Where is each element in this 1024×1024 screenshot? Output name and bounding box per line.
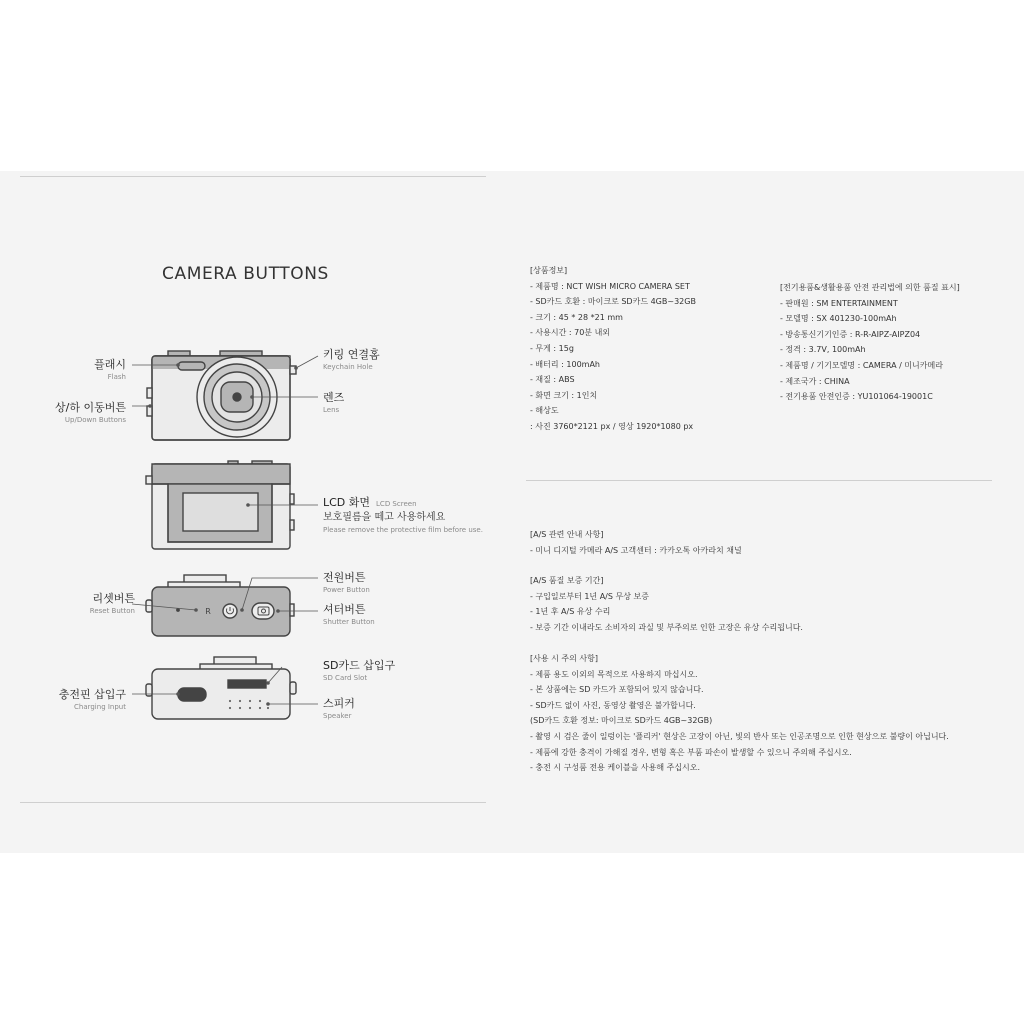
label-sd-card-slot: SD카드 삽입구 SD Card Slot (323, 659, 396, 682)
list-item: - 재질 : ABS (530, 375, 575, 385)
list-item: - 미니 디지털 카메라 A/S 고객센터 : 카카오톡 아카라치 채널 (530, 545, 742, 555)
list-item: (SD카드 호환 정보: 마이크로 SD카드 4GB~32GB) (530, 716, 713, 726)
camera-bottom-view (146, 657, 296, 719)
list-item: - 무게 : 15g (530, 343, 574, 353)
product-info-heading: [상품정보] (530, 266, 568, 275)
list-item: - 본 상품에는 SD 카드가 포함되어 있지 않습니다. (530, 685, 704, 695)
label-speaker: 스피커 Speaker (323, 697, 355, 720)
label-keychain-hole: 키링 연결홈 Keychain Hole (323, 348, 380, 371)
list-item: - 제조국가 : CHINA (780, 376, 850, 386)
list-item: - 제품명 / 기기모델명 : CAMERA / 미니카메라 (780, 360, 943, 370)
list-item: - 정격 : 3.7V, 100mAh (780, 345, 866, 355)
safety-info (780, 284, 960, 409)
label-charging-input: 충전핀 삽입구 Charging Input (58, 688, 126, 711)
list-item: - 사용시간 : 70분 내외 (530, 328, 611, 338)
list-item: - 해상도 (530, 406, 559, 416)
camera-front-view (147, 351, 296, 440)
reset-r-mark: R (205, 607, 211, 616)
as-info-heading: [A/S 관련 안내 사항] (530, 530, 604, 539)
label-lcd-screen: LCD 화면 LCD Screen 보호필름을 떼고 사용하세요 Please remove the protective film before use. (323, 496, 483, 534)
product-info (530, 267, 696, 439)
label-shutter-button: 셔터버튼 Shutter Button (323, 603, 375, 626)
list-item: - SD카드 없이 사진, 동영상 촬영은 불가합니다. (530, 700, 696, 710)
list-item: - 보증 기간 이내라도 소비자의 과실 및 부주의로 인한 고장은 유상 수리됩니다. (530, 622, 803, 632)
list-item: - 화면 크기 : 1인치 (530, 390, 598, 400)
list-item: - 1년 후 A/S 유상 수리 (530, 607, 611, 617)
warranty-heading: [A/S 품질 보증 기간] (530, 576, 604, 585)
page-title: CAMERA BUTTONS (162, 264, 329, 284)
list-item: - 방송통신기기인증 : R-R-AIPZ-AIPZ04 (780, 329, 921, 339)
list-item: - 제품명 : NCT WISH MICRO CAMERA SET (530, 281, 690, 291)
list-item: - 전기용품 안전인증 : YU101064-19001C (780, 392, 933, 402)
label-power-button: 전원버튼 Power Button (323, 571, 370, 594)
list-item: - 크기 : 45 * 28 *21 mm (530, 312, 623, 322)
list-item: - 구입일로부터 1년 A/S 무상 보증 (530, 591, 649, 601)
list-item: - 판매원 : SM ENTERTAINMENT (780, 298, 898, 308)
list-item: - 제품에 강한 충격이 가해질 경우, 변형 혹은 부품 파손이 발생할 수 있으니 주의해 주십시오. (530, 747, 852, 757)
list-item: - 촬영 시 검은 줄이 일렁이는 '플리커' 현상은 고장이 아닌, 빛의 반사 또는 인공조명으로 인한 현상으로 불량이 아닙니다. (530, 731, 949, 741)
label-updown-buttons: 상/하 이동버튼 Up/Down Buttons (55, 401, 126, 424)
list-item: - 모델명 : SX 401230-100mAh (780, 314, 897, 324)
list-item: - 충전 시 구성품 전용 케이블을 사용해 주십시오. (530, 763, 701, 773)
label-lens: 렌즈 Lens (323, 391, 345, 414)
list-item: - 배터리 : 100mAh (530, 359, 601, 369)
cautions (530, 655, 949, 780)
warranty-info (530, 577, 803, 639)
label-flash: 플래시 Flash (94, 358, 126, 381)
label-reset-button: 리셋버튼 Reset Button (89, 592, 135, 615)
safety-info-heading: [전기용품&생활용품 안전 관리법에 의한 품질 표시] (780, 283, 960, 292)
list-item: - SD카드 호환 : 마이크로 SD카드 4GB~32GB (530, 297, 696, 307)
as-info (530, 531, 742, 562)
list-item: - 제품 용도 이외의 목적으로 사용하지 마십시오. (530, 669, 698, 679)
camera-top-view (146, 575, 294, 636)
list-item: : 사진 3760*2121 px / 영상 1920*1080 px (530, 421, 694, 431)
cautions-heading: [사용 시 주의 사항] (530, 654, 598, 663)
